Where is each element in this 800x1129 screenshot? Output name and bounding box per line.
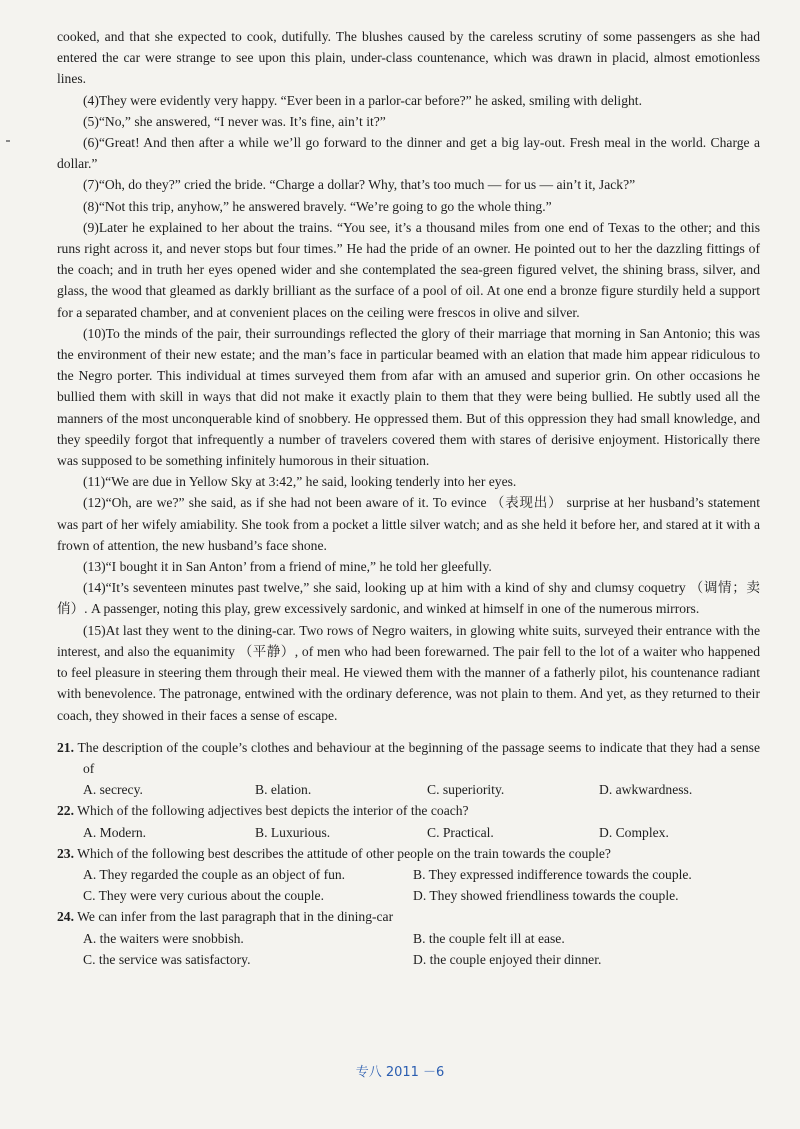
- question-list: [57, 737, 760, 970]
- question-stem: Which of the following best describes the attitude of other people on the train towards the couple?: [77, 845, 611, 861]
- option-list: [57, 864, 760, 906]
- passage-paragraph-8: (8)“Not this trip, anyhow,” he answered bravely. “We’re going to go the whole thing.”: [83, 198, 552, 214]
- passage-paragraph-7: (7)“Oh, do they?” cried the bride. “Charge a dollar? Why, that’s too much — for us — ain’t it, Jack?”: [83, 177, 636, 193]
- option-b[interactable]: B. the couple felt ill at ease.: [413, 930, 565, 946]
- option-a[interactable]: A. Modern.: [83, 824, 147, 840]
- passage-paragraph-9: (9)Later he explained to her about the trains. “You see, it’s a thousand miles from one end of Texas to the other; and this runs right across it, and never stops but four times.” He had the pride of an owner. He pointed out to her the dazzling fittings of the coach; and in truth her eyes opened wider and she contemplated the sea-green figured velvet, the shining brass, silver, and glass, the wood that gleamed as darkly brilliant as the surface of a pool of oil. At one end a bronze figure sturdily held a support for a separated chamber, and at convenient places on the ceiling were frescos in olive and silver.: [57, 219, 760, 320]
- option-d[interactable]: D. They showed friendliness towards the couple.: [413, 888, 679, 904]
- passage-paragraph-6: (6)“Great! And then after a while we’ll go forward to the dinner and get a big lay-out. Fresh meal in the world. Charge a dollar.”: [57, 135, 760, 172]
- exam-page: [57, 26, 760, 970]
- option-b[interactable]: B. elation.: [255, 782, 312, 798]
- passage-paragraph-15: (15)At last they went to the dining-car. Two rows of Negro waiters, in glowing white suits, surveyed their entrance with the interest, and also the equanimity （平静）, of men who had been forewarned. The pair fell to the lot of a waiter who happened to feel pleasure in steering them through their meal. He viewed them with the manner of a fatherly pilot, his countenance radiant with benevolence. The patronage, entwined with the ordinary deference, was not plain to them. And yet, as they returned to their coach, they showed in their faces a sense of escape.: [57, 622, 760, 723]
- option-d[interactable]: D. the couple enjoyed their dinner.: [413, 951, 602, 967]
- option-b[interactable]: B. They expressed indifference towards the couple.: [413, 866, 692, 882]
- passage-paragraph-12: (12)“Oh, are we?” she said, as if she had not been aware of it. To evince （表现出） surprise at her husband’s statement was part of her wifely amiability. She took from a pocket a little silver watch; and as she held it before her, and stared at it with a frown of attention, the new husband’s face shone.: [57, 495, 760, 553]
- option-a[interactable]: A. secrecy.: [83, 782, 143, 798]
- question-21: [57, 737, 760, 801]
- question-24: [57, 906, 760, 970]
- question-stem: We can infer from the last paragraph that in the dining-car: [77, 909, 394, 925]
- question-number: 23.: [57, 845, 74, 861]
- passage-paragraph-11: (11)“We are due in Yellow Sky at 3:42,” he said, looking tenderly into her eyes.: [83, 474, 517, 490]
- option-list: [57, 822, 760, 843]
- question-22: [57, 800, 760, 842]
- passage-paragraph-5: (5)“No,” she answered, “I never was. It’s fine, ain’t it?”: [83, 113, 386, 129]
- reading-passage: [57, 26, 760, 726]
- option-c[interactable]: C. superiority.: [427, 782, 505, 798]
- passage-paragraph-1: cooked, and that she expected to cook, dutifully. The blushes caused by the careless scrutiny of some passengers as she had entered the car were strange to see upon this plain, under-class countenance, which was drawn in placid, almost emotionless lines.: [57, 29, 760, 87]
- option-list: [57, 779, 760, 800]
- passage-paragraph-10: (10)To the minds of the pair, their surroundings reflected the glory of their marriage that morning in San Antonio; this was the environment of their new estate; and the man’s face in particular beamed with an elation that made him appear ridiculous to the Negro porter. This individual at times surveyed them from afar with an amused and superior grin. On other occasions he bullied them with skill in ways that did not make it exactly plain to them that they were being bullied. He subtly used all the manners of the most unconquerable kind of snobbery. He oppressed them. But of this oppression they had small knowledge, and they speedily forgot that infrequently a number of travelers covered them with stares of derisive enjoyment. Historically there was supposed to be something infinitely humorous in their situation.: [57, 325, 760, 469]
- option-c[interactable]: C. the service was satisfactory.: [83, 951, 251, 967]
- passage-paragraph-4: (4)They were evidently very happy. “Ever been in a parlor-car before?” he asked, smiling with delight.: [83, 92, 642, 108]
- option-a[interactable]: A. They regarded the couple as an object of fun.: [83, 866, 346, 882]
- option-list: [57, 928, 760, 970]
- question-number: 21.: [57, 739, 74, 755]
- option-c[interactable]: C. Practical.: [427, 824, 494, 840]
- margin-mark: [6, 140, 10, 142]
- question-number: 22.: [57, 803, 74, 819]
- option-b[interactable]: B. Luxurious.: [255, 824, 331, 840]
- option-c[interactable]: C. They were very curious about the couple.: [83, 888, 324, 904]
- option-d[interactable]: D. awkwardness.: [599, 782, 693, 798]
- question-23: [57, 843, 760, 907]
- question-stem: Which of the following adjectives best depicts the interior of the coach?: [77, 803, 469, 819]
- passage-paragraph-14: (14)“It’s seventeen minutes past twelve,” she said, looking up at him with a kind of shy and clumsy coquetry （调情；卖俏）. A passenger, noting this play, grew excessively sardonic, and winked at himself in one of the numerous mirrors.: [57, 580, 760, 617]
- question-number: 24.: [57, 909, 74, 925]
- question-stem: The description of the couple’s clothes and behaviour at the beginning of the passage seems to indicate that they had a sense of: [77, 739, 761, 776]
- option-a[interactable]: A. the waiters were snobbish.: [83, 930, 244, 946]
- option-d[interactable]: D. Complex.: [599, 824, 669, 840]
- passage-paragraph-13: (13)“I bought it in San Anton’ from a friend of mine,” he told her gleefully.: [83, 559, 492, 575]
- page-footer: 专八 2011 －6: [355, 1065, 445, 1080]
